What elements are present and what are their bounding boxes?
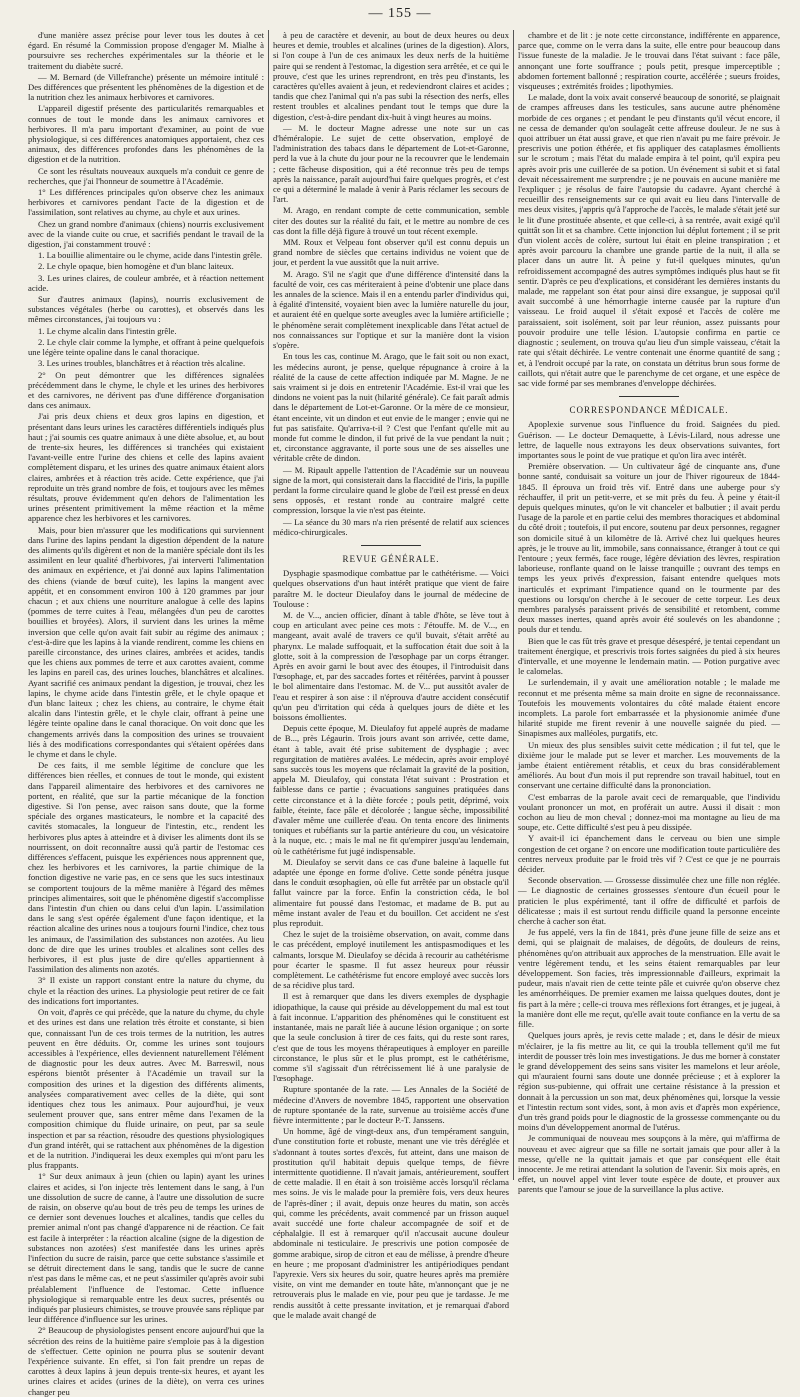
text-column-2: [273, 30, 509, 1320]
paragraph: Rupture spontanée de la rate. — Les Annales de la Société de médecine d'Anvers de novembre 1845, rapportent une observation de rupture spontanée de la rate, survenue au troisième accès d'une fièvre intermittente ; par le docteur P.-T. Janssens.: [273, 1084, 509, 1125]
paragraph: — M. Bernard (de Villefranche) présente un mémoire intitulé : Des différences que présentent les phénomènes de la digestion et de la nutrition chez les animaux herbivores et carnivores.: [28, 71, 264, 103]
paragraph: Un mieux des plus sensibles suivit cette médication ; il fut tel, que le dixième jour le malade put se lever et marcher. Les mouvements de la jambe étaient entièrement rétablis, et ceux du bras considérablement améliorés. Au bout d'un mois il put reprendre son travail habituel, tout en conservant une certaine difficulté dans la prononciation.: [518, 739, 780, 791]
paragraph: 1° Les différences principales qu'on observe chez les animaux herbivores et carnivores pendant l'acte de la digestion et de l'assimilation, sont relatives au chyme, au chyle et aux urines.: [28, 187, 264, 218]
paragraph: De ces faits, il me semble légitime de conclure que les différences bien réelles, et connues de tout le monde, qui existent dans l'appareil alimentaire des herbivores et des carnivores ne portent, en réalité, que sur la partie mécanique de la fonction digestive. Si l'on pense, avec raison sans doute, que la forme spéciale des organes masticateurs, le nombre et la capacité des cavités stomacales, la longueur de l'intestin, etc., rendent les herbivores plus aptes à atteindre et à diviser les aliments dont ils se nourrissent, on doit reconnaître aussi qu'à partir de l'estomac ces différences s'effacent, puisque les expériences nous apprennent que, chez les herbivores et les carnivores, la partie chimique de la fonction digestive ne varie pas, en ce sens que les sucs intestinaux se comportent toujours de la même manière à l'égard des mêmes principes alimentaires, soit que le phénomène digestif s'accomplisse dans l'intestin d'un chien ou dans celui d'un lapin. L'assimilation dans le sang s'est opérée également d'une façon identique, et la réaction alcaline des urines nous a toujours fourni l'indice, chez tous les animaux, de l'assimilation des substances non azotées. Au lieu donc de dire que les urines troubles et alcalines sont celles des herbivores, il est plus juste de dire qu'elles appartiennent à l'assimilation des aliments non azotés.: [28, 760, 264, 975]
paragraph: Le malade, dont la voix avait conservé beaucoup de sonorité, se plaignait de crampes affreuses dans les testicules, sans aucune autre phénomène morbide de ces organes ; et pendant le peu d'instants qu'il vécut encore, il ne cessa de demander qu'on soulageât cette affreuse douleur. Je ne sus à quoi attribuer un état aussi grave, et que rien n'avait pu me faire prévoir. Je prescrivis une potion éthérée, et fis appliquer des cataplasmes émollients sur le scrotum ; mais l'état du malade empira à tel point, qu'il expira peu après avoir pris une cuillerée de sa potion. Un événement si subit et si fatal devait nécessairement me surprendre ; je ne pouvais en aucune manière me l'expliquer ; je résolus de faire l'autopsie du cadavre. Ayant cherché à recueillir des renseignements sur ce qui avait eu lieu dans l'intervalle de mes deux visites, j'appris qu'à l'approche de l'accès, le malade s'était jeté sur le lit d'une prostituée absente, et que celle-ci, à sa rentrée, avait exigé qu'il quittât son lit et sa chambre. Cette injonction lui déplut fortement ; il se prit d'un violent accès de colère, surtout lui était en pleine transpiration ; et après avoir parcouru la chambre une grande partie de la nuit, il alla se placer dans un autre lit. À peine y fut-il quelques minutes, qu'un refroidissement accompagné des autres symptômes indiqués plus haut se fit sentir. D'après ce peu d'explications, et considérant les dernières instants du malade, me rappelant son état pour ainsi dire exsangue, je supposai qu'il avait succombé à une hémorrhagie interne causée par la rupture d'un vaisseau. Le froid auquel il s'était exposé et l'accès de colère me paraissaient, soit isolément, soit par leur réunion, assez puissants pour pouvoir produire une telle lésion. L'autopsie confirma en partie ce diagnostic ; seulement, on trouva qu'au lieu d'un simple vaisseau, c'était la rate qui s'était déchirée. Le ventre contenait une énorme quantité de sang ; et, à l'endroit occupé par la rate, on constata un détritus brun sous forme de caillots, qui n'était autre que le parenchyme de cet organe, et une espèce de sac vide formé par ses membranes d'enveloppe déchirées.: [518, 92, 780, 388]
paragraph: Je fus appelé, vers la fin de 1841, près d'une jeune fille de seize ans et demi, qui se plaignait de malaises, de dégoûts, de douleurs de reins, phénomènes qu'on attribuait aux approches de la menstruation. Elle avait le ventre légèrement tendu, et les seins étaient remarquables par leur développement. Son facies, très impressionnable d'ailleurs, exprimait la pudeur, mais n'avait rien de cette teinte pâle et cuivrée qu'on observe chez les aménorrhéiques. De premier examen me laissa quelques doutes, dont je fis part à la mère ; celle-ci trouva mes réflexions fort étranges, et je jugeai, à la manière dont elle me reçut, qu'elle avait toute confiance en la vertu de sa fille.: [518, 927, 780, 1030]
paragraph: Apoplexie survenue sous l'influence du froid. Saignées du pied. Guérison. — Le docteur Demaquette, à Lévis-Lilard, nous adresse une lettre, de laquelle nous extrayons les deux observations suivantes, fort importantes sous le point de vue pratique et qu'on lira avec intérêt.: [518, 419, 780, 460]
column-2-section-paragraphs: [273, 568, 509, 1320]
paragraph: 1. La bouillie alimentaire ou le chyme, acide dans l'intestin grêle.: [38, 250, 263, 261]
paragraph: M. de V..., ancien officier, dînant à table d'hôte, se lève tout à coup en articulant avec peine ces mots : J'étouffe. M. de V..., en mangeant, avait avalé de travers ce qu'il buvait, s'était arrêté au pharynx. Le malade suffoquait, et la suffocation était due soit à la glotte, soit à la compression de l'œsophage par un corps étranger. Après en avoir garni le bout avec des étoupes, il l'introduisit dans l'œsophage, et, par des saccades fortes et réitérées, parvint à pousser le bol alimentaire dans l'estomac. M. de V... put aussitôt avaler de l'eau et respirer à son aise : il n'éprouva d'autre accident consécutif qu'un peu d'irritation qui céda à quelques jours de diète et les boissons émollientes.: [273, 609, 509, 722]
paragraph: En tous les cas, continue M. Arago, que le fait soit ou non exact, les médecins auront, je pense, quelque répugnance à croire à la réalité de la cause de cette affection indiquée par M. Magne. Je ne sais vraiment si je dois en entretenir l'Académie. Est-il vrai que les dindons ne voient pas la nuit (hilarité générale). Ce fait paraît admis dans le département de Lot-et-Garonne. Or la mère de ce monsieur, étant enceinte, vit un dindon et eut envie de le manger ; envie qui ne fut pas satisfaite. Qu'arriva-t-il ? C'est que l'enfant qu'elle mit au monde fut comme le dindon, il fut privé de la vue pendant la nuit ; et, circonstance aggravante, il porte sous une de ses aisselles une véritable crête de dindon.: [273, 351, 509, 464]
section-heading-correspondance-medicale: CORRESPONDANCE MÉDICALE.: [569, 405, 729, 416]
paragraph: J'ai pris deux chiens et deux gros lapins en digestion, et présentant dans leurs urines les caractères différentiels indiqués plus haut ; j'ai soumis ces quatre animaux à une diète absolue, et, au bout de trente-six heures, les différences si tranchées qui existaient l'avant-veille entre l'urine des chiens et celle des lapins avaient complètement disparu, et les urines des quatre animaux étaient alors claires, ambrées et à réaction très acide. Cette expérience, que j'ai reproduite un très grand nombre de fois, et toujours avec les mêmes résultats, prouve évidemment qu'en dehors de l'alimentation les urines présentent primitivement la même réaction et la même apparence chez les herbivores et les carnivores.: [28, 411, 264, 524]
paragraph: Dysphagie spasmodique combattue par le cathétérisme. — Voici quelques observations d'un haut intérêt pratique que vient de faire paraître M. le docteur Dieulafoy dans le journal de médecine de Toulouse :: [273, 568, 509, 609]
paragraph: Un homme, âgé de vingt-deux ans, d'un tempérament sanguin, d'une constitution forte et robuste, menant une vie très déréglée et s'adonnant à toutes sortes d'excès, fut atteint, dans une maison de prostitution qu'il habitait depuis quelque temps, de fièvre intermittente quotidienne. Il n'avait jamais, antérieurement, souffert de cette maladie. Il en était à son troisième accès lorsqu'il réclama mes soins. Je vis le malade pour la première fois, vers deux heures de l'après-dîner ; il avait, depuis onze heures du matin, son accès qui, comme les précédents, avait commencé par un frisson auquel avait succédé une forte chaleur accompagnée de soif et de céphalalgie. Il est à remarquer qu'il n'accusait aucune douleur abdominale ni testiculaire. Je prescrivis une potion composée de gomme arabique, sirop de citron et eau de mélisse, à prendre d'heure en heure ; me proposant d'administrer les antipériodiques pendant l'apyrexie. Vers six heures du soir, quatre heures après ma première visite, on vint me demander en toute hâte, m'annonçant que je ne retrouverais plus le malade en vie, pour peu que je tardasse. Je me rendis aussitôt à cette pressante invitation, et je remarquai d'abord que le malade avait changé de: [273, 1126, 509, 1320]
paragraph: 3. Les urines claires, de couleur ambrée, et à réaction nettement acide.: [28, 272, 264, 293]
paragraph: Chez un grand nombre d'animaux (chiens) nourris exclusivement avec de la viande cuite ou crue, et sacrifiés pendant le travail de la digestion, j'ai constamment trouvé :: [28, 218, 264, 250]
section-divider: [619, 396, 679, 397]
paragraph: M. Arago, en rendant compte de cette communication, semble citer des doutes sur la réalité du fait, et le mettre au nombre de ces cas dont la fille déjà figure à trouvé un tout récent exemple.: [273, 205, 509, 236]
paragraph: Seconde observation. — Grossesse dissimulée chez une fille non réglée. — Le diagnostic de certaines grossesses s'entoure d'un écueil pour le praticien le plus expérimenté, tant il offre de difficulté et parfois de délicatesse ; mais il est surtout rendu difficile quand la personne enceinte cherche à cacher son état.: [518, 875, 780, 927]
column-divider-left: [268, 30, 269, 1180]
paragraph: Je communiquai de nouveau mes soupçons à la mère, qui m'affirma de nouveau et avec aigreur que sa fille ne sortait jamais que pour aller à la messe, qu'elle ne la quittait jamais et que par conséquent elle était innocente. Je me retirai attendant la solution de l'avenir. Six mois après, en effet, un nouvel appel vint lever toute espèce de doute, et prouver aux parents que l'amour se joue de la surveillance la plus active.: [518, 1133, 780, 1195]
section-heading-revue-generale: REVUE GÉNÉRALE.: [342, 553, 440, 564]
paragraph: Depuis cette époque, M. Dieulafoy fut appelé auprès de madame de B..., près Légaurin. Trois jours avant son arrivée, cette dame, étant à table, avait été prise subitement de dysphagie ; avec regurgitation de matières avalées. Le médecin, après avoir employé sans succès tous les moyens que réclamait la gravité de la position, appela M. Dieulafoy, qui constata l'état suivant : Prostration et faiblesse dans ce partie ; évacuations sanguines pratiquées dans cette circonstance et à la diète forcée ; pouls petit, déprimé, voix faible, éteinte, face pâle et décolorée ; langue sèche, impossibilité d'avaler même une cuillerée d'eau. On tenta encore des liniments toniques et rubéfiants sur la partie antérieure du cou, un vésicatoire à la nuque, etc. ; mais le mal ne fit qu'empirer jusqu'au lendemain, où le cathétérisme fut jugé indispensable.: [273, 723, 509, 856]
column-3-section-paragraphs: [518, 419, 780, 1194]
paragraph: 2° Beaucoup de physiologistes pensent encore aujourd'hui que la sécrétion des reins de la huitième paire s'emploie pas à la digestion de s'effectuer. Cette opinion ne pourra plus se soutenir devant l'expérience suivante. En effet, si l'on fait prendre un repas de carottes à deux lapins à jeun depuis trente-six heures, et ayant les urines claires et acides (urines de la diète), on verra ces urines changer peu: [28, 1325, 264, 1397]
paragraph: — M. Ripault appelle l'attention de l'Académie sur un nouveau signe de la mort, qui consisterait dans la flaccidité de l'iris, la pupille perdant la forme circulaire quand le globe de l'œil est pressé en deux sens opposés, et restant ronde au contraire malgré cette compression, lorsque la vie n'est pas éteinte.: [273, 464, 509, 516]
paragraph: Mais, pour bien m'assurer que les modifications qui surviennent dans l'urine des lapins pendant la digestion dépendent de la nature des aliments qu'ils digèrent et non de la manière spéciale dont ils les assimilent en leur qualité d'herbivores, j'ai interverti l'alimentation des animaux en expérience, et j'ai donné aux lapins l'alimentation des chiens (viande de bœuf cuite), les lapins la mangent avec appétit, et en consomment environ 100 à 120 grammes par jour chacun ; et aux chiens une nourriture analogue à celle des lapins (pommes de terre cuites à l'eau, mélangées d'un peu de carottes bouillies et broyées). Alors, il survient dans les urines la même inversion que celle qu'on avait fait subir au régime des animaux ; c'est-à-dire que les lapins à la viande rendirent, comme les chiens en pareille circonstance, des urines claires, ambrées et acides, tandis que les chiens aux pommes de terre et aux carottes avaient, comme les lapins en pareil cas, des urines louches, blanchâtres et alcalines. Ayant sacrifié ces animaux pendant la digestion, je trouvai, chez les lapins, le chyme acide dans l'intestin grêle, et le chyle opaque et d'un blanc laiteux ; chez les chiens, au contraire, le chyme était alcalin dans l'intestin grêle, et le chyle clair, offrant à peine une légère teinte opaline dans le canal thoracique. On voit donc que les changements arrivés dans la composition des urines se trouvaient liés à des modifications correspondantes qui s'étaient opérées dans le chyme et dans le chyle.: [28, 524, 264, 760]
paragraph: Quelques jours après, je revis cette malade ; et, dans le désir de mieux m'éclairer, je la fis mettre au lit, ce qui la troubla tellement qu'il me fut interdit de pousser très loin mes investigations. Je dus me borner à constater le grand développement des seins sans visiter les mamelons et leur aréole, qui m'auraient fourni sans doute une donnée précieuse ; et à explorer la région sus-pubienne, qui offrait une certaine résistance à la pression et donnait à la percussion un son mat, deux phénomènes qui, lorsque la vessie et l'intestin rectum sont vides, sont, à mon avis et d'après mon expérience, d'un très grand poids pour le diagnostic de la grossesse commençante ou du moins d'un développement anormal de l'utérus.: [518, 1030, 780, 1133]
paragraph: 2. Le chyle clair comme la lymphe, et offrant à peine quelquefois une légère teinte opaline dans le canal thoracique.: [28, 336, 264, 358]
paragraph: à peu de caractère et devenir, au bout de deux heures ou deux heures et demie, troubles et alcalines (urines de la digestion). Alors, si l'on coupe à l'un de ces animaux les deux nerfs de la huitième paire qui se rendent à l'estomac, la digestion sera arrêtée, et ce qui le prouve, c'est que les urines reprendront, en très peu d'instants, les caractères qu'elles avaient à jeun, et redeviendront claires et acides ; tandis que chez l'animal qui n'a pas subi la résection des nerfs, elles restent troubles et alcalines pendant tout le temps que dure la digestion, c'est-à-dire pendant dix-huit à vingt heures au moins.: [273, 30, 509, 122]
column-2-paragraphs: [273, 30, 509, 537]
paragraph: 3. Les urines troubles, blanchâtres et à réaction très alcaline.: [38, 358, 246, 369]
column-3-paragraphs: [518, 30, 780, 388]
paragraph: Il est à remarquer que dans les divers exemples de dysphagie idiopathique, la cause qui préside au développement du mal est tout à fait inconnue. L'apparition des phénomènes qui le constituent est instantanée, mais ne paraît liée à aucune lésion organique ; on sorte que la seule conclusion à tirer de ces faits, qui du reste sont rares, c'est que de tous les moyens thérapeutiques à employer en pareille circonstance, le plus sûr et le plus prompt, est le cathétérisme, comme s'il s'agissait d'un rétrécissement lié à une paralysie de l'œsophage.: [273, 991, 509, 1084]
paragraph: C'est embarras de la parole avait ceci de remarquable, que l'individu voulant prononcer un mot, en proférait un autre. Aussi il disait : mon cochon au lieu de mon cheval ; donnez-moi ma montagne au lieu de ma soupe, etc. Cette difficulté s'est peu à peu dissipée.: [518, 791, 780, 833]
paragraph: 2° On peut démontrer que les différences signalées précédemment dans le chyme, le chyle et les urines des herbivores et des carnivores, ne dérivent pas d'une différence d'organisation dans ces animaux.: [28, 369, 264, 411]
paragraph: Première observation. — Un cultivateur âgé de cinquante ans, d'une bonne santé, conduisait sa voiture un jour de l'hiver rigoureux de 1844-1845. Il éprouva un froid très vif. Entré dans une auberge pour s'y réchauffer, il prit un petit-verre, et se mit près du feu. À peine y était-il depuis quelques minutes, qu'on le vit chanceler et balbutier ; il avait perdu l'usage de la parole et en partie celui des membres thoraciques et abdominal du côté droit ; toutefois, il put encore, soutenu par deux personnes, regagner son domicile situé à un kilomètre de là. Arrivé chez lui quelques heures après, je le trouve au lit, immobile, sans connaissance, étranger à tout ce qui l'entoure ; yeux fermés, face rouge, légère déviation des lèvres, respiration laborieuse, ronflante quand on le laisse tranquille ; ouvrant des temps en temps les yeux privés d'expression, faisant entendre quelques mots inarticulés et exprimant l'impatience quand on le tourmente par des questions ou lorsqu'on cherche à le secouer de cette torpeur. Les deux membres paralysés paraissent privés de sensibilité et retombent, comme deux masses inertes, quand après avoir été soulevés on les abandonne ; pouls dur et tendu.: [518, 461, 780, 635]
paragraph: On voit, d'après ce qui précède, que la nature du chyme, du chyle et des urines est dans une relation très étroite et constante, si bien que, connaissant l'un de ces trois termes de la nutrition, les autres peuvent en être déduits. Or, comme les urines sont toujours accessibles à l'expérience, elles deviennent naturellement l'élément de diagnostic pour les deux autres. Avec M. Barreswil, nous espérons bientôt présenter à l'Académie un travail sur la composition des urines et la digestion des différents aliments, analysées comparativement avec celles de la diète, qui sont identiques chez tous les animaux. Pour aujourd'hui, je veux seulement prouver que, sans entrer même dans l'examen de la composition chimique du fluide urinaire, on peut, par sa seule inspection et par sa réaction, résoudre des questions physiologiques d'un grand intérêt, qui se rattachent aux phénomènes de la digestion et de la nutrition. J'indiquerai les deux exemples qui m'ont paru les plus frappants.: [28, 1007, 264, 1171]
text-column-3: [518, 30, 780, 1195]
paragraph: 3° Il existe un rapport constant entre la nature du chyme, du chyle et la réaction des urines. La physiologie peut retirer de ce fait des indications fort importantes.: [28, 975, 264, 1006]
page-number: — 155 —: [368, 6, 432, 21]
paragraph: Bien que le cas fût très grave et presque désespéré, je tentai cependant un traitement énergique, et prescrivis trois fortes saignées du pied à six heures d'intervalle, et une moyenne le lendemain matin. — Potion purgative avec le calomelas.: [518, 635, 780, 677]
paragraph: 2. Le chyle opaque, bien homogène et d'un blanc laiteux.: [38, 261, 234, 272]
section-divider: [361, 545, 421, 546]
text-column-1: [28, 30, 264, 1397]
paragraph: L'appareil digestif présente des particularités remarquables et connues de tout le monde dans les animaux carnivores et herbivores. Il m'a paru important d'examiner, au point de vue physiologique, si ces différences anatomiques apportaient, chez ces animaux, des différences profondes dans les phénomènes de la digestion et de la nutrition.: [28, 103, 264, 165]
paragraph: 1° Sur deux animaux à jeun (chien ou lapin) ayant les urines claires et acides, si l'on injecte très lentement dans le sang, à l'un une dissolution de sucre de canne, à l'autre une dissolution de sucre de raisin, on observe qu'au bout de très peu de temps les urines de ce dernier sont devenues louches et alcalines, tandis que celles du premier animal n'ont pas changé d'apparence ni de réaction. Ce fait est facile à interpréter : la réaction alcaline (signe de la digestion de substances non azotées) s'est manifestée dans les urines après l'infection du sucre de raisin, parce que cette substance s'assimile et se détruit directement dans le sang, tandis que le sucre de canne n'est pas dans le même cas, et ne peut s'assimiler qu'après avoir subi préalablement l'influence de l'estomac. Cette influence physiologique si remarquable entre les deux sucres, présentés ou indiqués par plusieurs chimistes, se trouve prouvée sans réplique par leur différence d'influence sur les urines.: [28, 1171, 264, 1325]
paragraph: M. Dieulafoy se servit dans ce cas d'une baleine à laquelle fut adaptée une éponge en forme d'olive. Cette sonde pénétra jusque dans le conduit œsophagien, où elle fut arrêtée par un obstacle qu'il fallut vaincre par la force. Enfin la constriction céda, le bol alimentaire fut poussé dans l'estomac, et madame de B. put au même instant avaler de l'eau et du bouillon. Cet accident ne s'est plus reproduit.: [273, 856, 509, 929]
paragraph: — La séance du 30 mars n'a rien présenté de relatif aux sciences médico-chirurgicales.: [273, 516, 509, 537]
paragraph: Sur d'autres animaux (lapins), nourris exclusivement de substances végétales (herbe ou carottes), et observés dans les mêmes circonstances, j'ai toujours vu :: [28, 294, 264, 325]
column-divider-right: [513, 30, 514, 1180]
paragraph: 1. Le chyme alcalin dans l'intestin grêle.: [38, 325, 177, 336]
paragraph: d'une manière assez précise pour lever tous les doutes à cet égard. En résumé la Commission propose d'engager M. Mialhe à poursuivre ses recherches expérimentales sur la théorie et le traitement du diabète sucré.: [28, 30, 264, 71]
paragraph: M. Arago. S'il ne s'agit que d'une différence d'intensité dans la faculté de voir, ces cas mériteraient à peine d'obtenir une place dans les annales de la science. Mais il en a entendu parler d'individus qui, à égalité d'intensité, voyaient bien avec la lumière naturelle du jour, et auraient été en quelque sorte aveugles avec la lumière artificielle ; le phénomène serait complètement inexplicable dans l'état actuel de nos connaissances sur l'optique et sur la manière dont la vision s'opère.: [273, 268, 509, 351]
paragraph: chambre et de lit : je note cette circonstance, indifférente en apparence, parce que, comme on le verra dans la suite, elle entre pour beaucoup dans l'issue funeste de la maladie. Je le trouvai dans l'état suivant : face pâle, annonçant une forte souffrance ; pouls petit, presque imperceptible ; abdomen fortement ballonné ; respiration courte, accélérée ; sueurs froides, visqueuses ; extrémités froides ; lipothymies.: [518, 30, 780, 92]
paragraph: Le surlendemain, il y avait une amélioration notable ; le malade me reconnut et me présenta même sa main droite en signe de reconnaissance. Toutefois les mouvements volontaires du côté malade étaient encore incomplets. La parole fort embarrassée et la physionomie animée d'une hilarité stupide me firent revenir à une nouvelle saignée du pied. — Sinapismes aux malléoles, purgatifs, etc.: [518, 677, 780, 739]
paragraph: Chez le sujet de la troisième observation, on avait, comme dans le cas précédent, employé inutilement les antispasmodiques et les calmants, lorsque M. Dieulafoy se décida à recourir au cathétérisme pour écarter le spasme. Il fut assez heureux pour réussir complètement. Le cathétérisme fut encore employé avec succès lors de sa récidive plus tard.: [273, 929, 509, 991]
paragraph: MM. Roux et Velpeau font observer qu'il est connu depuis un grand nombre de siècles que certains individus ne voient que de jour, et perdent la vue aussitôt que la nuit arrive.: [273, 237, 509, 268]
paragraph: — M. le docteur Magne adresse une note sur un cas d'héméralopie. Le sujet de cette observation, employé de l'administration des tabacs dans le département de Lot-et-Garonne, perd la vue à la chute du jour pour ne la recouvrer que le lendemain ; cette fâcheuse disposition, qui a été reconnue très peu de temps après la naissance, paraît aujourd'hui faire quelques progrès, et c'est ce qui a déterminé le malade à venir à Paris réclamer les secours de l'art.: [273, 122, 509, 205]
column-1-paragraphs: [28, 30, 264, 1397]
paragraph: Ce sont les résultats nouveaux auxquels m'a conduit ce genre de recherches, que j'ai l'honneur de soumettre à l'Académie.: [28, 165, 264, 186]
paragraph: Y avait-il ici épanchement dans le cerveau ou bien une simple congestion de cet organe ? on encore une modification toute particulière des centres nerveux produite par le froid très vif ? C'est ce que je ne pourrais décider.: [518, 833, 780, 875]
